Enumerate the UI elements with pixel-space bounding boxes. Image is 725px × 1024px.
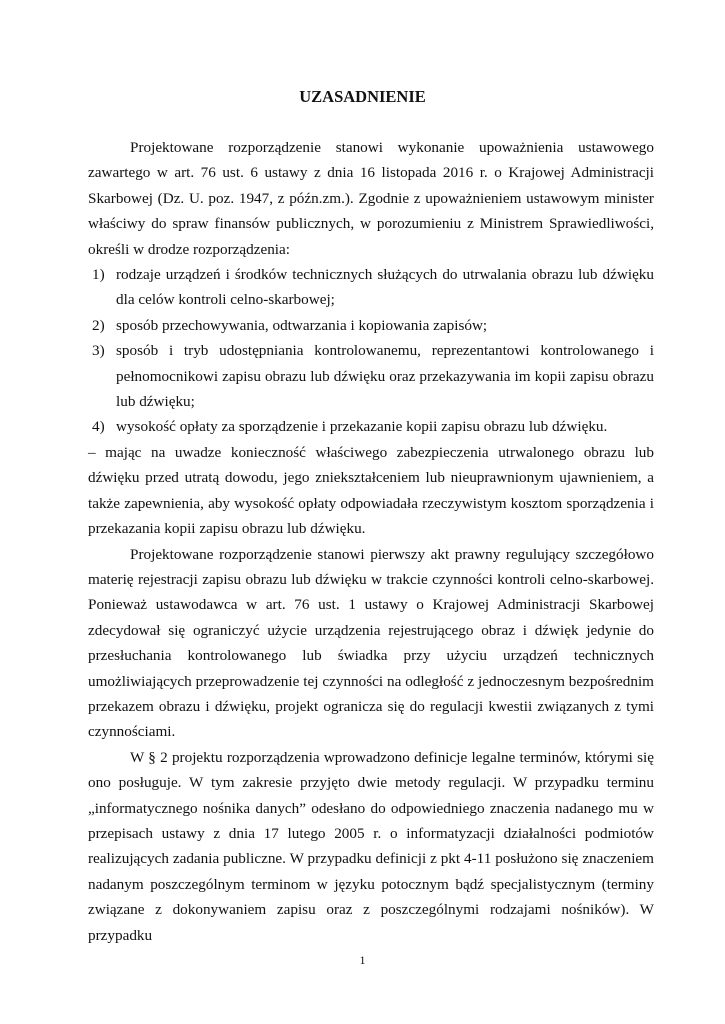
list-item-number: 1) bbox=[92, 266, 105, 284]
page-number: 1 bbox=[359, 953, 366, 967]
list-item-number: 3) bbox=[92, 342, 105, 360]
list-item bbox=[88, 262, 654, 313]
paragraph-intro: Projektowane rozporządzenie stanowi wykonanie upoważnienia ustawowego zawartego w art. 76 ust. 6 ustawy z dnia 16 listopada 2016 r. o Krajowej Administracji Skarbowej (Dz. U. poz. 1947, z późn.zm.). Zgodnie z upoważnieniem ustawowym minister właściwy do spraw finansów publicznych, w porozumieniu z Ministrem Sprawiedliwości, określi w drodze rozporządzenia: bbox=[88, 139, 654, 258]
document-body bbox=[88, 135, 654, 948]
paragraph-considerations: – mając na uwadze konieczność właściwego zabezpieczenia utrwalonego obrazu lub dźwięku przed utratą dowodu, jego zniekształceniem lub nieuprawnionym ujawnieniem, a także zapewnienia, aby wysokość opłaty odpowiadała rzeczywistym kosztom sporządzenia i przekazania kopii zapisu obrazu lub dźwięku. bbox=[88, 443, 654, 538]
list-item bbox=[88, 313, 654, 338]
regulation-scope-list bbox=[88, 262, 654, 440]
document-title: UZASADNIENIE bbox=[299, 87, 426, 106]
list-item bbox=[88, 338, 654, 414]
list-item-text: rodzaje urządzeń i środków technicznych służących do utrwalania obrazu lub dźwięku dla celów kontroli celno-skarbowej; bbox=[116, 266, 654, 309]
list-item-text: sposób i tryb udostępniania kontrolowanemu, reprezentantowi kontrolowanego i pełnomocnikowi zapisu obrazu lub dźwięku oraz przekazywania im kopii zapisu obrazu lub dźwięku; bbox=[116, 342, 654, 411]
list-item-text: sposób przechowywania, odtwarzania i kopiowania zapisów; bbox=[116, 316, 488, 334]
list-item bbox=[88, 414, 654, 439]
paragraph-scope: Projektowane rozporządzenie stanowi pierwszy akt prawny regulujący szczegółowo materię rejestracji zapisu obrazu lub dźwięku w trakcie czynności kontroli celno-skarbowej. Ponieważ ustawodawca w art. 76 ust. 1 ustawy o Krajowej Administracji Skarbowej zdecydował się ograniczyć użycie urządzenia rejestrującego obraz i dźwięk jedynie do przesłuchania kontrolowanego lub świadka przy użyciu urządzeń technicznych umożliwiających przeprowadzenie tej czynności na odległość z jednoczesnym bezpośrednim przekazem obrazu i dźwięku, projekt ogranicza się do regulacji kwestii związanych z tymi czynnościami. bbox=[88, 545, 654, 741]
paragraph-definitions: W § 2 projektu rozporządzenia wprowadzono definicje legalne terminów, którymi się ono posługuje. W tym zakresie przyjęto dwie metody regulacji. W przypadku terminu „informatycznego nośnika danych” odesłano do odpowiedniego znaczenia nadanego mu w przepisach ustawy z dnia 17 lutego 2005 r. o informatyzacji działalności podmiotów realizujących zadania publiczne. W przypadku definicji z pkt 4-11 posłużono się znaczeniem nadanym poszczególnym terminom w języku potocznym bądź specjalistycznym (terminy związane z dokonywaniem zapisu oraz z poszczególnymi rodzajami nośników). W przypadku bbox=[88, 748, 654, 944]
list-item-number: 2) bbox=[92, 316, 105, 334]
list-item-number: 4) bbox=[92, 418, 105, 436]
list-item-text: wysokość opłaty za sporządzenie i przekazanie kopii zapisu obrazu lub dźwięku. bbox=[116, 418, 608, 436]
